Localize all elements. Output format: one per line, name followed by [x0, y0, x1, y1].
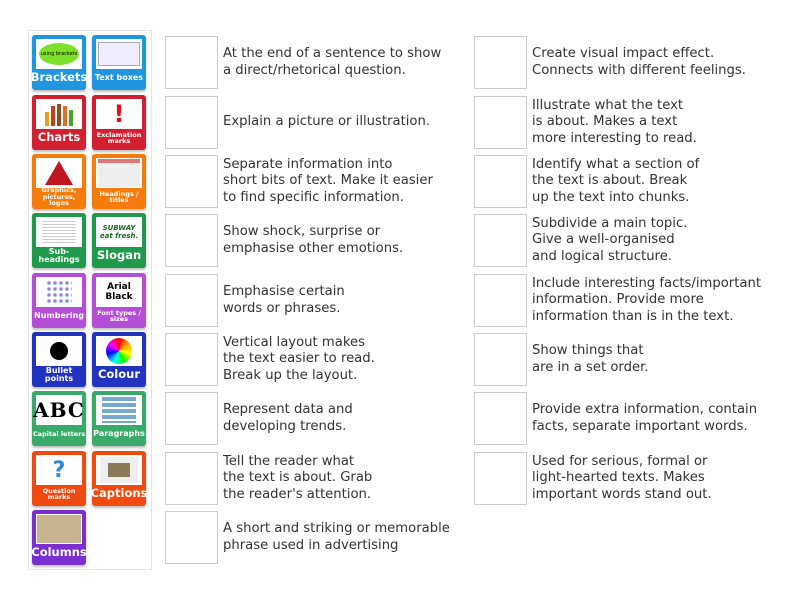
target-description: Create visual impact effect. Connects with different feelings. — [532, 46, 746, 78]
newspaper-icon — [96, 455, 142, 485]
drop-box[interactable] — [165, 155, 218, 208]
font-icon: Arial Black — [96, 277, 142, 307]
target-description: Include interesting facts/important information. Provide more information than is in the text. — [532, 275, 761, 324]
slogan-logo-icon: SUBWAY eat fresh. — [96, 217, 142, 247]
target-description: Represent data and developing trends. — [223, 402, 353, 434]
logo-icon — [36, 158, 82, 188]
target-description: Tell the reader what the text is about. Grab the reader's attention. — [223, 453, 373, 502]
tile-label: Sub-headings — [38, 247, 80, 264]
target-description: Illustrate what the text is about. Makes a text more interesting to read. — [532, 97, 697, 146]
target-description: Vertical layout makes the text easier to read. Break up the layout. — [223, 334, 375, 383]
answer-tile[interactable] — [32, 273, 86, 328]
answer-tile[interactable] — [32, 35, 86, 90]
tile-label: Graphics, pictures, logos — [41, 186, 77, 208]
exclamation-icon: ! — [96, 99, 142, 129]
bar-chart-icon — [36, 99, 82, 129]
question-icon: ? — [36, 455, 82, 485]
target-description: A short and striking or memorable phrase used in advertising — [223, 521, 450, 553]
drop-box[interactable] — [474, 36, 527, 89]
answer-tile[interactable] — [92, 154, 146, 209]
tile-label: Brackets — [30, 70, 88, 85]
text-box-icon — [96, 39, 142, 69]
answer-tile[interactable] — [92, 332, 146, 387]
tile-label: Text boxes — [94, 73, 144, 82]
target-description: Emphasise certain words or phrases. — [223, 284, 345, 316]
drop-box[interactable] — [474, 274, 527, 327]
webpage-icon — [96, 158, 142, 188]
target-description: Explain a picture or illustration. — [223, 114, 431, 130]
answer-tile[interactable] — [32, 154, 86, 209]
answer-tile[interactable] — [92, 451, 146, 506]
drop-box[interactable] — [474, 214, 527, 267]
numbers-icon — [36, 277, 82, 307]
target-description: Subdivide a main topic. Give a well-organised and logical structure. — [532, 215, 688, 264]
answer-tile[interactable] — [32, 213, 86, 268]
answer-tile[interactable] — [32, 332, 86, 387]
old-newspaper-icon — [36, 514, 82, 544]
target-description: At the end of a sentence to show a direct/rhetorical question. — [223, 46, 442, 78]
tile-label: Numbering — [34, 311, 84, 320]
tile-label: Colour — [97, 367, 141, 382]
drop-box[interactable] — [474, 333, 527, 386]
drop-box[interactable] — [165, 36, 218, 89]
tile-label: Paragraphs — [93, 429, 145, 438]
drop-box[interactable] — [165, 392, 218, 445]
target-description: Separate information into short bits of text. Make it easier to find specific information. — [223, 156, 433, 205]
drop-box[interactable] — [165, 214, 218, 267]
drop-box[interactable] — [165, 452, 218, 505]
drop-box[interactable] — [165, 333, 218, 386]
answer-tile[interactable] — [32, 451, 86, 506]
tile-label: Capital letters — [32, 429, 86, 438]
answer-tile[interactable] — [92, 213, 146, 268]
drop-box[interactable] — [474, 155, 527, 208]
drop-box[interactable] — [474, 452, 527, 505]
document-icon — [36, 217, 82, 247]
drop-box[interactable] — [165, 96, 218, 149]
target-description: Show shock, surprise or emphasise other emotions. — [223, 224, 404, 256]
paragraph-icon — [96, 395, 142, 425]
target-description: Provide extra information, contain facts, separate important words. — [532, 402, 758, 434]
answer-tile[interactable] — [92, 95, 146, 150]
drop-box[interactable] — [165, 511, 218, 564]
tile-label: Slogan — [96, 248, 142, 263]
answer-tile[interactable] — [32, 510, 86, 565]
bullet-icon — [36, 336, 82, 366]
drop-box[interactable] — [165, 274, 218, 327]
tile-label: Font types / sizes — [97, 308, 141, 323]
tile-label: Charts — [37, 130, 81, 145]
colour-wheel-icon — [96, 336, 142, 366]
tile-label: Bullet points — [44, 366, 74, 383]
answer-tile[interactable] — [92, 391, 146, 446]
answer-tile[interactable] — [92, 35, 146, 90]
drop-box[interactable] — [474, 392, 527, 445]
answer-tile[interactable] — [32, 391, 86, 446]
tile-label: Exclamation marks — [96, 130, 142, 145]
speech-bubble-icon: using brackets — [36, 39, 82, 69]
tile-label: Captions — [90, 486, 148, 501]
drop-box[interactable] — [474, 96, 527, 149]
tile-label: Columns — [31, 545, 87, 560]
tile-label: Question marks — [42, 486, 76, 501]
answer-tile[interactable] — [32, 95, 86, 150]
target-description: Show things that are in a set order. — [532, 343, 649, 375]
target-description: Used for serious, formal or light-hearted texts. Makes important words stand out. — [532, 453, 712, 502]
answer-tile[interactable] — [92, 273, 146, 328]
tile-label: Headings / titles — [99, 189, 139, 204]
target-description: Identify what a section of the text is about. Break up the text into chunks. — [532, 156, 700, 205]
abc-icon: ABC — [36, 395, 82, 425]
